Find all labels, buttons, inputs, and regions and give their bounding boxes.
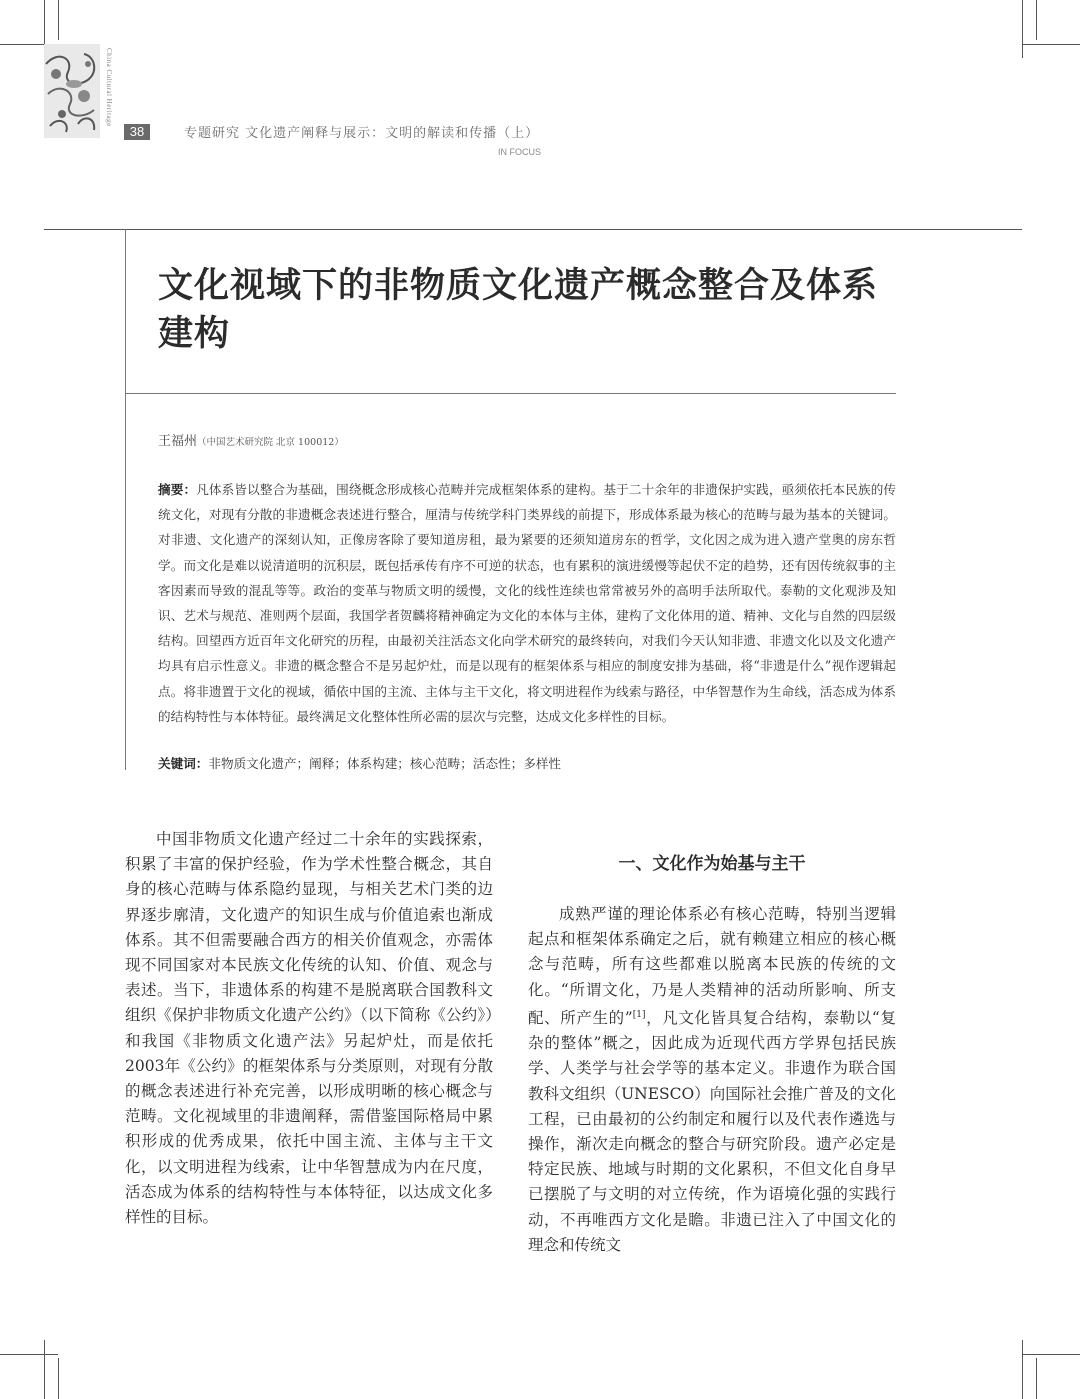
author-line xyxy=(158,430,344,449)
article-title: 文化视域下的非物质文化遗产概念整合及体系建构 xyxy=(158,265,879,354)
author-name: 王福州 xyxy=(158,434,198,449)
crop-mark xyxy=(1022,1354,1080,1355)
abstract-label: 摘要： xyxy=(158,482,197,497)
section-heading: 一、文化作为始基与主干 xyxy=(618,854,806,874)
crop-mark xyxy=(1022,44,1080,45)
abstract-text: 凡体系皆以整合为基础，围绕概念形成核心范畴并完成框架体系的建构。基于二十余年的非遗保护实践，亟须依托本民族的传统文化，对现有分散的非遗概念表述进行整合，厘清与传统学科门类界线的前提下，形成体系最为核心的范畴与最为基本的关键词。对非遗、文化遗产的深刻认知，正像房客除了要知道房租，最为紧要的还须知道房东的哲学，文化因之成为进入遗产堂奥的房东哲学。而文化是难以说清道明的沉积层，既包括承传有序不可逆的状态，也有累积的演进缓慢等起伏不定的趋势，还有因传统叙事的主客因素而导致的混乱等等。政治的变革与物质文明的缓慢，文化的线性连续也常常被另外的高明手法所取代。泰勒的文化观涉及知识、艺术与规范、准则两个层面，我国学者贺麟将精神确定为文化的本体与主体，建构了文化体用的道、精神、文化与自然的四层级结构。回望西方近百年文化研究的历程，由最初关注活态文化向学术研究的最终转向，对我们今天认知非遗、非遗文化以及文化遗产均具有启示性意义。非遗的概念整合不是另起炉灶，而是以现有的框架体系与相应的制度安排为基础，将“非遗是什么”视作逻辑起点。将非遗置于文化的视域，循依中国的主流、主体与主干文化，将文明进程作为线索与路径，中华智慧作为生命线，活态成为体系的结构特性与本体特征。最终满足文化整体性所必需的层次与完整，达成文化多样性的目标。 xyxy=(158,482,897,724)
body-column-right xyxy=(528,827,896,1258)
crop-mark xyxy=(0,1354,58,1355)
keywords-label: 关键词： xyxy=(158,756,209,771)
top-divider xyxy=(44,229,1022,230)
body-paragraph xyxy=(528,902,896,1258)
crop-mark xyxy=(58,0,59,40)
title-divider xyxy=(126,393,896,394)
author-affiliation: （中国艺术研究院 北京 100012） xyxy=(197,437,344,448)
crop-mark xyxy=(58,1358,59,1399)
reference-mark: [1] xyxy=(632,1009,646,1020)
keywords xyxy=(158,753,896,772)
section-tag: IN FOCUS xyxy=(498,147,542,157)
crop-mark xyxy=(1036,0,1037,40)
body-column-left xyxy=(125,827,493,1230)
crop-mark xyxy=(1022,0,1023,58)
vertical-divider xyxy=(125,229,126,770)
keywords-text: 非物质文化遗产；阐释；体系构建；核心范畴；活态性；多样性 xyxy=(208,756,561,771)
body-text-part2: ，凡文化皆具复合结构，泰勒以“复杂的整体”概之，因此成为近现代西方学界包括民族学、人类学与社会学等的基本定义。非遗作为联合国教科文组织（UNESCO）向国际社会推广普及的文化工程，已由最初的公约制定和履行以及代表作遴选与操作，渐次走向概念的整合与研究阶段。遗产必定是特定民族、地域与时期的文化累积，不但文化自身早已摆脱了与文明的对立传统，作为语境化强的实践行动，不再唯西方文化是瞻。非遗已注入了中国文化的理念和传统文 xyxy=(528,1008,896,1254)
abstract xyxy=(158,477,896,729)
body-text-part1: 成熟严谨的理论体系必有核心范畴，特别当逻辑起点和框架体系确定之后，就有赖建立相应的核心概念与范畴，所有这些都难以脱离本民族的传统的文化。“所谓文化，乃是人类精神的活动所影响、所支配、所产生的” xyxy=(528,905,896,1027)
vertical-journal-tag: China Cultural Heritage xyxy=(105,48,113,127)
crop-mark xyxy=(1022,1340,1023,1399)
decorative-ornament-image xyxy=(44,44,100,138)
page-number: 38 xyxy=(124,124,150,140)
crop-mark xyxy=(1036,1358,1037,1399)
running-title: 专题研究 文化遗产阐释与展示：文明的解读和传播（上） xyxy=(184,126,540,141)
body-paragraph: 中国非物质文化遗产经过二十余年的实践探索，积累了丰富的保护经验，作为学术性整合概念，其自身的核心范畴与体系隐约显现，与相关艺术门类的边界逐步廓清，文化遗产的知识生成与价值追索也渐成体系。其不但需要融合西方的相关价值观念，亦需体现不同国家对本民族文化传统的认知、价值、观念与表述。当下，非遗体系的构建不是脱离联合国教科文组织《保护非物质文化遗产公约》（以下简称《公约》）和我国《非物质文化遗产法》另起炉灶，而是依托2003年《公约》的框架体系与分类原则，对现有分散的概念表述进行补充完善，以形成明晰的核心概念与范畴。文化视域里的非遗阐释，需借鉴国际格局中累积形成的优秀成果，依托中国主流、主体与主干文化，以文明进程为线索，让中华智慧成为内在尺度，活态成为体系的结构特性与本体特征，以达成文化多样性的目标。 xyxy=(125,830,493,1227)
crop-mark xyxy=(44,1340,45,1399)
